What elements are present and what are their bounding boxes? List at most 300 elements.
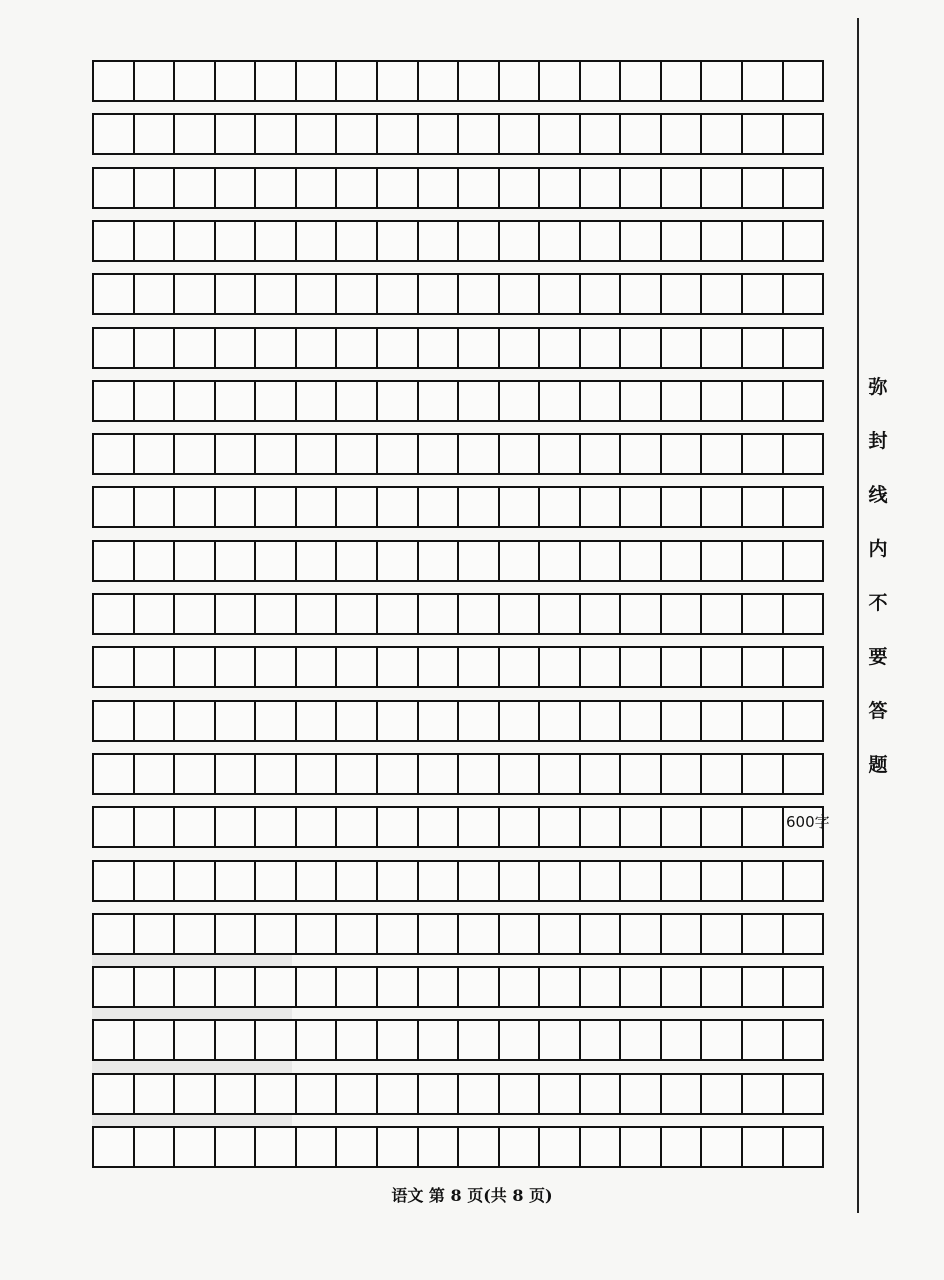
grid-cell[interactable] [256,648,297,686]
grid-cell[interactable] [702,222,743,260]
grid-cell[interactable] [378,542,419,580]
grid-cell[interactable] [135,648,176,686]
grid-cell[interactable] [419,435,460,473]
grid-cell[interactable] [784,595,823,633]
grid-cell[interactable] [135,1128,176,1166]
grid-cell[interactable] [256,435,297,473]
grid-cell[interactable] [135,169,176,207]
grid-cell[interactable] [662,169,703,207]
grid-cell[interactable] [581,808,622,846]
grid-cell[interactable] [662,275,703,313]
grid-cell[interactable] [135,1021,176,1059]
grid-cell[interactable] [337,435,378,473]
grid-cell[interactable] [743,862,784,900]
grid-cell[interactable] [378,808,419,846]
grid-cell[interactable] [419,648,460,686]
grid-cell[interactable] [256,275,297,313]
grid-cell[interactable] [784,542,823,580]
grid-cell[interactable] [459,808,500,846]
grid-cell[interactable] [135,275,176,313]
grid-cell[interactable] [94,169,135,207]
grid-cell[interactable] [175,435,216,473]
grid-cell[interactable] [419,968,460,1006]
grid-cell[interactable] [459,222,500,260]
grid-cell[interactable] [702,648,743,686]
grid-cell[interactable] [94,755,135,793]
grid-cell[interactable] [175,595,216,633]
grid-cell[interactable] [500,169,541,207]
grid-cell[interactable] [581,488,622,526]
grid-cell[interactable] [256,595,297,633]
grid-cell[interactable] [662,648,703,686]
grid-cell[interactable] [378,968,419,1006]
grid-cell[interactable] [621,382,662,420]
grid-cell[interactable] [378,702,419,740]
grid-cell[interactable] [175,222,216,260]
grid-cell[interactable] [621,222,662,260]
grid-cell[interactable] [500,968,541,1006]
grid-cell[interactable] [743,968,784,1006]
grid-cell[interactable] [743,62,784,100]
grid-cell[interactable] [419,755,460,793]
grid-cell[interactable] [216,1075,257,1113]
grid-cell[interactable] [662,702,703,740]
grid-cell[interactable] [459,382,500,420]
grid-cell[interactable] [581,755,622,793]
grid-cell[interactable] [256,1128,297,1166]
grid-cell[interactable] [702,968,743,1006]
grid-cell[interactable] [662,862,703,900]
grid-cell[interactable] [297,648,338,686]
grid-cell[interactable] [500,329,541,367]
grid-cell[interactable] [621,755,662,793]
grid-cell[interactable] [500,115,541,153]
grid-cell[interactable] [419,329,460,367]
grid-cell[interactable] [256,968,297,1006]
grid-cell[interactable] [702,1075,743,1113]
grid-cell[interactable] [337,1021,378,1059]
grid-cell[interactable] [135,488,176,526]
grid-cell[interactable] [784,1021,823,1059]
grid-cell[interactable] [378,435,419,473]
grid-cell[interactable] [702,115,743,153]
grid-cell[interactable] [500,62,541,100]
grid-cell[interactable] [297,275,338,313]
grid-cell[interactable] [459,542,500,580]
grid-cell[interactable] [337,169,378,207]
grid-cell[interactable] [297,435,338,473]
grid-cell[interactable] [94,915,135,953]
grid-cell[interactable] [459,862,500,900]
grid-cell[interactable] [459,595,500,633]
grid-cell[interactable] [378,915,419,953]
grid-cell[interactable] [216,595,257,633]
grid-cell[interactable] [216,755,257,793]
grid-cell[interactable] [216,115,257,153]
grid-cell[interactable] [175,755,216,793]
grid-cell[interactable] [337,382,378,420]
grid-cell[interactable] [702,382,743,420]
grid-cell[interactable] [135,968,176,1006]
grid-cell[interactable] [540,862,581,900]
grid-cell[interactable] [297,1128,338,1166]
grid-cell[interactable] [175,648,216,686]
grid-cell[interactable] [621,169,662,207]
grid-cell[interactable] [337,1075,378,1113]
grid-cell[interactable] [784,62,823,100]
grid-cell[interactable] [297,968,338,1006]
grid-cell[interactable] [459,488,500,526]
grid-cell[interactable] [581,382,622,420]
grid-cell[interactable] [784,755,823,793]
grid-cell[interactable] [540,382,581,420]
grid-cell[interactable] [540,542,581,580]
grid-cell[interactable] [297,915,338,953]
grid-cell[interactable] [337,595,378,633]
grid-cell[interactable] [419,275,460,313]
grid-cell[interactable] [702,1128,743,1166]
grid-cell[interactable] [175,169,216,207]
grid-cell[interactable] [662,382,703,420]
grid-cell[interactable] [459,115,500,153]
grid-cell[interactable] [540,435,581,473]
grid-cell[interactable] [135,115,176,153]
grid-cell[interactable] [621,1075,662,1113]
grid-cell[interactable] [94,702,135,740]
grid-cell[interactable] [784,169,823,207]
grid-cell[interactable] [297,595,338,633]
grid-cell[interactable] [297,488,338,526]
grid-cell[interactable] [581,169,622,207]
grid-cell[interactable] [337,862,378,900]
grid-cell[interactable] [135,542,176,580]
grid-cell[interactable] [216,862,257,900]
grid-cell[interactable] [540,222,581,260]
grid-cell[interactable] [175,382,216,420]
grid-cell[interactable] [500,595,541,633]
grid-cell[interactable] [662,1021,703,1059]
grid-cell[interactable] [581,62,622,100]
grid-cell[interactable] [743,1075,784,1113]
grid-cell[interactable] [743,382,784,420]
grid-cell[interactable] [581,968,622,1006]
grid-cell[interactable] [500,275,541,313]
grid-cell[interactable] [297,382,338,420]
grid-cell[interactable] [216,1021,257,1059]
grid-cell[interactable] [135,435,176,473]
grid-cell[interactable] [581,542,622,580]
grid-cell[interactable] [256,488,297,526]
grid-cell[interactable] [94,595,135,633]
grid-cell[interactable] [784,1128,823,1166]
grid-cell[interactable] [135,755,176,793]
grid-cell[interactable] [94,1075,135,1113]
grid-cell[interactable] [216,275,257,313]
grid-cell[interactable] [94,329,135,367]
grid-cell[interactable] [662,1075,703,1113]
grid-cell[interactable] [378,222,419,260]
grid-cell[interactable] [337,222,378,260]
grid-cell[interactable] [94,1128,135,1166]
grid-cell[interactable] [662,488,703,526]
grid-cell[interactable] [419,915,460,953]
grid-cell[interactable] [337,915,378,953]
grid-cell[interactable] [540,595,581,633]
grid-cell[interactable] [135,1075,176,1113]
grid-cell[interactable] [662,542,703,580]
grid-cell[interactable] [784,702,823,740]
grid-cell[interactable] [256,382,297,420]
grid-cell[interactable] [297,755,338,793]
grid-cell[interactable] [419,1021,460,1059]
grid-cell[interactable] [216,808,257,846]
grid-cell[interactable] [702,702,743,740]
grid-cell[interactable] [419,169,460,207]
grid-cell[interactable] [419,595,460,633]
grid-cell[interactable] [702,755,743,793]
grid-cell[interactable] [784,488,823,526]
grid-cell[interactable] [702,1021,743,1059]
grid-cell[interactable] [175,488,216,526]
grid-cell[interactable] [175,62,216,100]
grid-cell[interactable] [378,755,419,793]
grid-cell[interactable] [784,329,823,367]
grid-cell[interactable] [94,542,135,580]
grid-cell[interactable] [256,1075,297,1113]
grid-cell[interactable] [784,915,823,953]
grid-cell[interactable] [540,488,581,526]
grid-cell[interactable] [621,435,662,473]
grid-cell[interactable] [419,382,460,420]
grid-cell[interactable] [175,702,216,740]
grid-cell[interactable] [175,275,216,313]
grid-cell[interactable] [378,275,419,313]
grid-cell[interactable] [662,1128,703,1166]
grid-cell[interactable] [662,755,703,793]
grid-cell[interactable] [702,275,743,313]
grid-cell[interactable] [419,62,460,100]
grid-cell[interactable] [581,648,622,686]
grid-cell[interactable] [743,915,784,953]
grid-cell[interactable] [337,755,378,793]
grid-cell[interactable] [500,862,541,900]
grid-cell[interactable] [784,275,823,313]
grid-cell[interactable] [540,702,581,740]
grid-cell[interactable] [581,915,622,953]
grid-cell[interactable] [500,1075,541,1113]
grid-cell[interactable] [662,968,703,1006]
grid-cell[interactable] [621,115,662,153]
grid-cell[interactable] [621,915,662,953]
grid-cell[interactable] [135,702,176,740]
grid-cell[interactable] [337,1128,378,1166]
grid-cell[interactable] [94,808,135,846]
grid-cell[interactable] [216,702,257,740]
grid-cell[interactable] [419,1128,460,1166]
grid-cell[interactable] [743,1128,784,1166]
grid-cell[interactable] [337,62,378,100]
grid-cell[interactable] [702,169,743,207]
grid-cell[interactable] [459,1128,500,1166]
grid-cell[interactable] [702,542,743,580]
grid-cell[interactable] [500,1021,541,1059]
grid-cell[interactable] [540,755,581,793]
grid-cell[interactable] [581,435,622,473]
grid-cell[interactable] [743,435,784,473]
grid-cell[interactable] [459,755,500,793]
grid-cell[interactable] [540,1128,581,1166]
grid-cell[interactable] [94,275,135,313]
grid-cell[interactable] [419,808,460,846]
grid-cell[interactable] [500,755,541,793]
grid-cell[interactable] [94,968,135,1006]
grid-cell[interactable] [702,62,743,100]
grid-cell[interactable] [419,222,460,260]
grid-cell[interactable] [743,329,784,367]
grid-cell[interactable] [621,968,662,1006]
grid-cell[interactable] [540,329,581,367]
grid-cell[interactable] [743,542,784,580]
grid-cell[interactable] [459,648,500,686]
grid-cell[interactable] [540,808,581,846]
grid-cell[interactable] [662,222,703,260]
grid-cell[interactable] [540,275,581,313]
grid-cell[interactable] [378,862,419,900]
grid-cell[interactable] [256,542,297,580]
grid-cell[interactable] [378,648,419,686]
grid-cell[interactable] [784,648,823,686]
grid-cell[interactable] [662,595,703,633]
grid-cell[interactable] [540,115,581,153]
grid-cell[interactable] [540,915,581,953]
grid-cell[interactable] [621,862,662,900]
grid-cell[interactable] [784,435,823,473]
grid-cell[interactable] [297,169,338,207]
grid-cell[interactable] [702,329,743,367]
grid-cell[interactable] [256,755,297,793]
grid-cell[interactable] [662,329,703,367]
grid-cell[interactable] [743,808,784,846]
grid-cell[interactable] [581,702,622,740]
grid-cell[interactable] [337,648,378,686]
grid-cell[interactable] [175,1075,216,1113]
grid-cell[interactable] [216,968,257,1006]
grid-cell[interactable] [459,1021,500,1059]
grid-cell[interactable] [581,115,622,153]
grid-cell[interactable] [581,862,622,900]
grid-cell[interactable] [378,169,419,207]
grid-cell[interactable] [216,435,257,473]
grid-cell[interactable] [743,222,784,260]
grid-cell[interactable] [216,1128,257,1166]
grid-cell[interactable] [378,488,419,526]
grid-cell[interactable] [256,915,297,953]
grid-cell[interactable] [621,275,662,313]
grid-cell[interactable] [256,62,297,100]
grid-cell[interactable] [500,915,541,953]
grid-cell[interactable] [419,862,460,900]
grid-cell[interactable] [297,1075,338,1113]
grid-cell[interactable] [94,382,135,420]
grid-cell[interactable] [743,275,784,313]
grid-cell[interactable] [743,115,784,153]
grid-cell[interactable] [256,169,297,207]
grid-cell[interactable] [135,382,176,420]
grid-cell[interactable] [702,595,743,633]
grid-cell[interactable] [378,1075,419,1113]
grid-cell[interactable] [621,329,662,367]
grid-cell[interactable] [540,1075,581,1113]
grid-cell[interactable] [135,329,176,367]
grid-cell[interactable] [459,968,500,1006]
grid-cell[interactable] [500,1128,541,1166]
grid-cell[interactable] [581,595,622,633]
grid-cell[interactable] [662,915,703,953]
grid-cell[interactable] [378,329,419,367]
grid-cell[interactable] [581,275,622,313]
grid-cell[interactable] [419,542,460,580]
grid-cell[interactable] [94,862,135,900]
grid-cell[interactable] [784,222,823,260]
grid-cell[interactable] [378,382,419,420]
grid-cell[interactable] [500,648,541,686]
grid-cell[interactable] [784,862,823,900]
grid-cell[interactable] [175,542,216,580]
grid-cell[interactable] [702,488,743,526]
grid-cell[interactable] [175,329,216,367]
grid-cell[interactable] [459,915,500,953]
grid-cell[interactable] [216,542,257,580]
grid-cell[interactable] [459,62,500,100]
grid-cell[interactable] [297,862,338,900]
grid-cell[interactable] [175,808,216,846]
grid-cell[interactable] [459,435,500,473]
grid-cell[interactable] [337,542,378,580]
grid-cell[interactable] [337,702,378,740]
grid-cell[interactable] [581,329,622,367]
grid-cell[interactable] [94,488,135,526]
grid-cell[interactable] [297,115,338,153]
grid-cell[interactable] [540,648,581,686]
grid-cell[interactable] [337,115,378,153]
grid-cell[interactable] [500,382,541,420]
grid-cell[interactable] [784,968,823,1006]
grid-cell[interactable] [621,542,662,580]
grid-cell[interactable] [135,915,176,953]
grid-cell[interactable] [662,808,703,846]
grid-cell[interactable] [459,329,500,367]
grid-cell[interactable] [337,808,378,846]
grid-cell[interactable] [540,62,581,100]
grid-cell[interactable] [135,862,176,900]
grid-cell[interactable] [581,1128,622,1166]
grid-cell[interactable] [540,1021,581,1059]
grid-cell[interactable] [743,755,784,793]
grid-cell[interactable] [378,1021,419,1059]
grid-cell[interactable] [459,275,500,313]
grid-cell[interactable] [581,222,622,260]
grid-cell[interactable] [621,62,662,100]
grid-cell[interactable] [500,222,541,260]
grid-cell[interactable] [743,648,784,686]
grid-cell[interactable] [621,595,662,633]
grid-cell[interactable] [297,222,338,260]
grid-cell[interactable] [216,648,257,686]
grid-cell[interactable] [256,862,297,900]
grid-cell[interactable] [256,702,297,740]
grid-cell[interactable] [784,382,823,420]
grid-cell[interactable] [175,1021,216,1059]
